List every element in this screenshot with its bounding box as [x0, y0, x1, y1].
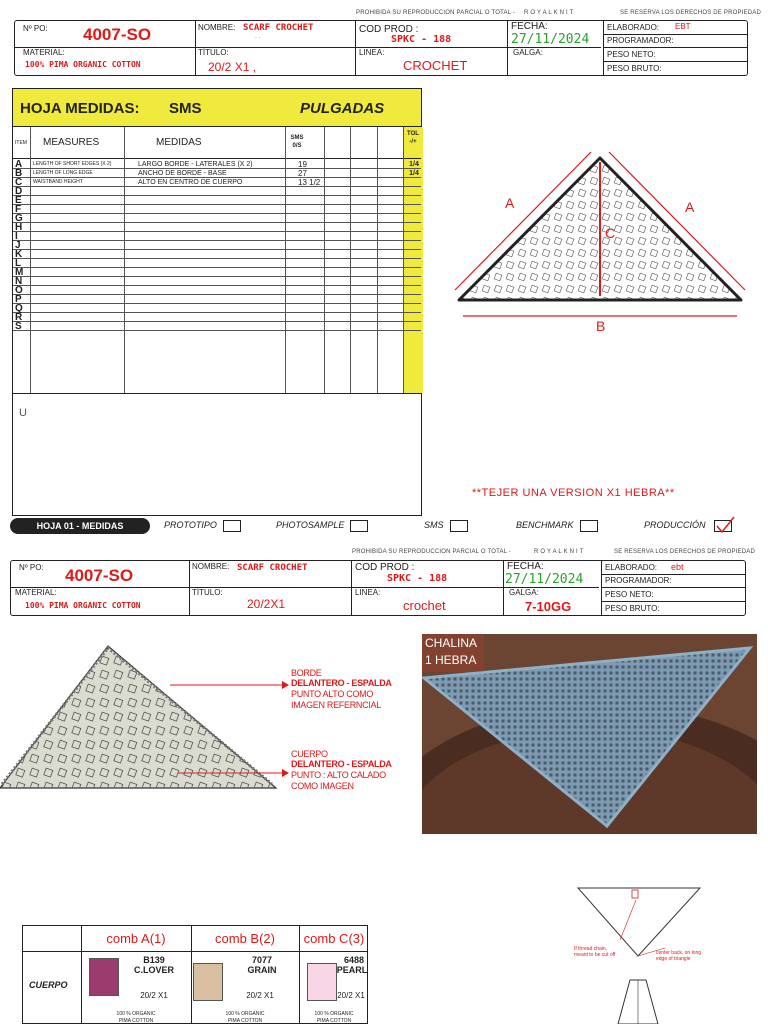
dim-a-right: A — [685, 199, 695, 215]
po-value: 4007-SO — [65, 566, 134, 585]
codprod-label: COD PROD : — [355, 562, 415, 573]
table-row: G — [13, 214, 421, 223]
table-row: A LENGTH OF SHORT EDGES (X 2) LARGO BORDE - LATERALES (X 2) 19 1/4 — [13, 160, 421, 169]
table-row: Q — [13, 304, 421, 313]
benchmark-checkbox[interactable] — [580, 520, 598, 532]
prototipo-checkbox[interactable] — [223, 520, 241, 532]
table-row: O — [13, 286, 421, 295]
table-row: K — [13, 250, 421, 259]
codprod-label: COD PROD : — [359, 24, 419, 35]
combo-a-header: comb A(1) — [106, 931, 166, 946]
material-label: MATERIAL: — [15, 588, 57, 597]
produccion-checkbox[interactable] — [714, 520, 732, 532]
titulo-label: TÍTULO: — [198, 48, 229, 57]
programador-label: PROGRAMADOR: — [605, 576, 672, 585]
material-label: MATERIAL: — [23, 48, 65, 57]
photosample-checkbox[interactable] — [350, 520, 368, 532]
photo-caption-2: 1 HEBRA — [425, 653, 477, 667]
swatch-a — [89, 958, 119, 996]
elaborado-label: ELABORADO: — [605, 563, 658, 572]
sheet-unit: PULGADAS — [300, 100, 385, 117]
combo-c-header: comb C(3) — [303, 931, 365, 946]
page1-header — [14, 20, 748, 76]
table-row: P — [13, 295, 421, 304]
color-combo-table: comb A(1) comb B(2) comb C(3) CUERPO B139 C.LOVER 20/2 X1 100 % ORGANIC PIMA COTTON 7077 GRAIN 20/2 X1 100 % ORGANIC PIMA COTTON 6488 PEARL 20/2 X1 100 % ORGANIC PIMA COTTON — [22, 925, 368, 1024]
option-prototipo[interactable]: PROTOTIPO — [164, 518, 241, 532]
elaborado-value: EBT — [675, 22, 691, 31]
page2-header — [10, 560, 746, 616]
table-row: S — [13, 322, 421, 331]
nombre-label: NOMBRE: — [192, 562, 230, 571]
elaborado-value: ebt — [671, 562, 684, 572]
fecha-value: 27/11/2024 — [511, 32, 590, 47]
table-row: I — [13, 232, 421, 241]
pesoneto-label: PESO NETO: — [607, 50, 656, 59]
scarf-photo — [422, 634, 757, 834]
column-header: ITEM MEASURES MEDIDAS SMS 0/S TOL -/+ — [13, 127, 421, 159]
nombre-extra: · · — [255, 35, 261, 41]
table-row: F — [13, 205, 421, 214]
titulo-value: 20/2 X1 , — [208, 60, 257, 74]
table-row: J — [13, 241, 421, 250]
fecha-label: FECHA: — [507, 561, 544, 572]
sheet-tab[interactable]: HOJA 01 - MEDIDAS — [10, 518, 150, 534]
sheet-size: SMS — [169, 100, 202, 117]
po-value: 4007-SO — [83, 25, 152, 44]
table-row: R — [13, 313, 421, 322]
codprod-value: SPKC - 188 — [387, 573, 448, 584]
option-sms[interactable]: SMS — [424, 518, 468, 532]
nombre-label: NOMBRE: — [198, 23, 236, 32]
arrow-icon — [282, 681, 289, 689]
codprod-value: SPKC - 188 — [391, 34, 452, 45]
option-photosample[interactable]: PHOTOSAMPLE — [276, 518, 368, 532]
pesobruto-label: PESO BRUTO: — [607, 64, 662, 73]
fecha-label: FECHA: — [511, 21, 548, 32]
combo-b-header: comb B(2) — [215, 931, 275, 946]
linea-value: CROCHET — [403, 58, 468, 73]
option-benchmark[interactable]: BENCHMARK — [516, 518, 598, 532]
dim-b: B — [596, 318, 606, 334]
elaborado-label: ELABORADO: — [607, 23, 660, 32]
row-label-cuerpo: CUERPO — [29, 980, 68, 990]
nombre-value: SCARF CROCHET — [237, 563, 308, 573]
linea-label: LINEA: — [359, 48, 385, 57]
po-label: Nº PO: — [23, 24, 48, 33]
photo-caption-1: CHALINA — [425, 636, 478, 650]
dim-c: C — [605, 225, 616, 241]
table-title-bar — [13, 89, 421, 127]
nombre-value: SCARF CROCHET — [243, 23, 314, 33]
table-row: L — [13, 259, 421, 268]
galga-label: GALGA: — [513, 48, 543, 57]
notes-letter: U — [19, 407, 27, 419]
fecha-value: 27/11/2024 — [505, 572, 584, 587]
measurement-table — [12, 88, 422, 516]
sketch-note-right: center back, on long edge of triangle — [656, 950, 702, 962]
linea-value: crochet — [403, 598, 446, 613]
linea-label: LINEA: — [355, 588, 381, 597]
sheet-title: HOJA MEDIDAS: — [20, 100, 140, 117]
table-row: D — [13, 187, 421, 196]
pesoneto-label: PESO NETO: — [605, 590, 654, 599]
stitch-diagram — [0, 640, 290, 794]
table-row: C WAISTBAND HEIGHT ALTO EN CENTRO DE CUERPO 13 1/2 — [13, 178, 421, 187]
table-row: N — [13, 277, 421, 286]
titulo-label: TÍTULO: — [192, 588, 223, 597]
titulo-value: 20/2X1 — [247, 597, 286, 611]
material-value: 100% PIMA ORGANIC COTTON — [25, 60, 141, 69]
galga-value: 7-10GG — [525, 599, 572, 614]
arrow-icon — [282, 769, 289, 777]
material-value: 100% PIMA ORGANIC COTTON — [25, 601, 141, 610]
pesobruto-label: PESO BRUTO: — [605, 604, 660, 613]
check-mark-icon — [715, 516, 735, 534]
sms-checkbox[interactable] — [450, 520, 468, 532]
table-row: M — [13, 268, 421, 277]
table-row: B LENGTH OF LONG EDGE ANCHO DE BORDE - BASE 27 1/4 — [13, 169, 421, 178]
programador-label: PROGRAMADOR: — [607, 36, 674, 45]
triangle-diagram — [445, 140, 755, 350]
po-label: Nº PO: — [19, 563, 44, 572]
knit-note: **TEJER UNA VERSION X1 HEBRA** — [472, 487, 675, 499]
table-row: H — [13, 223, 421, 232]
option-produccion[interactable]: PRODUCCIÓN — [644, 518, 732, 532]
galga-label: GALGA: — [509, 588, 539, 597]
sketch-note-left: If thread chain, meant to be cut off — [574, 946, 616, 958]
dim-a-left: A — [505, 195, 515, 211]
table-row: E — [13, 196, 421, 205]
swatch-b — [193, 963, 223, 1001]
